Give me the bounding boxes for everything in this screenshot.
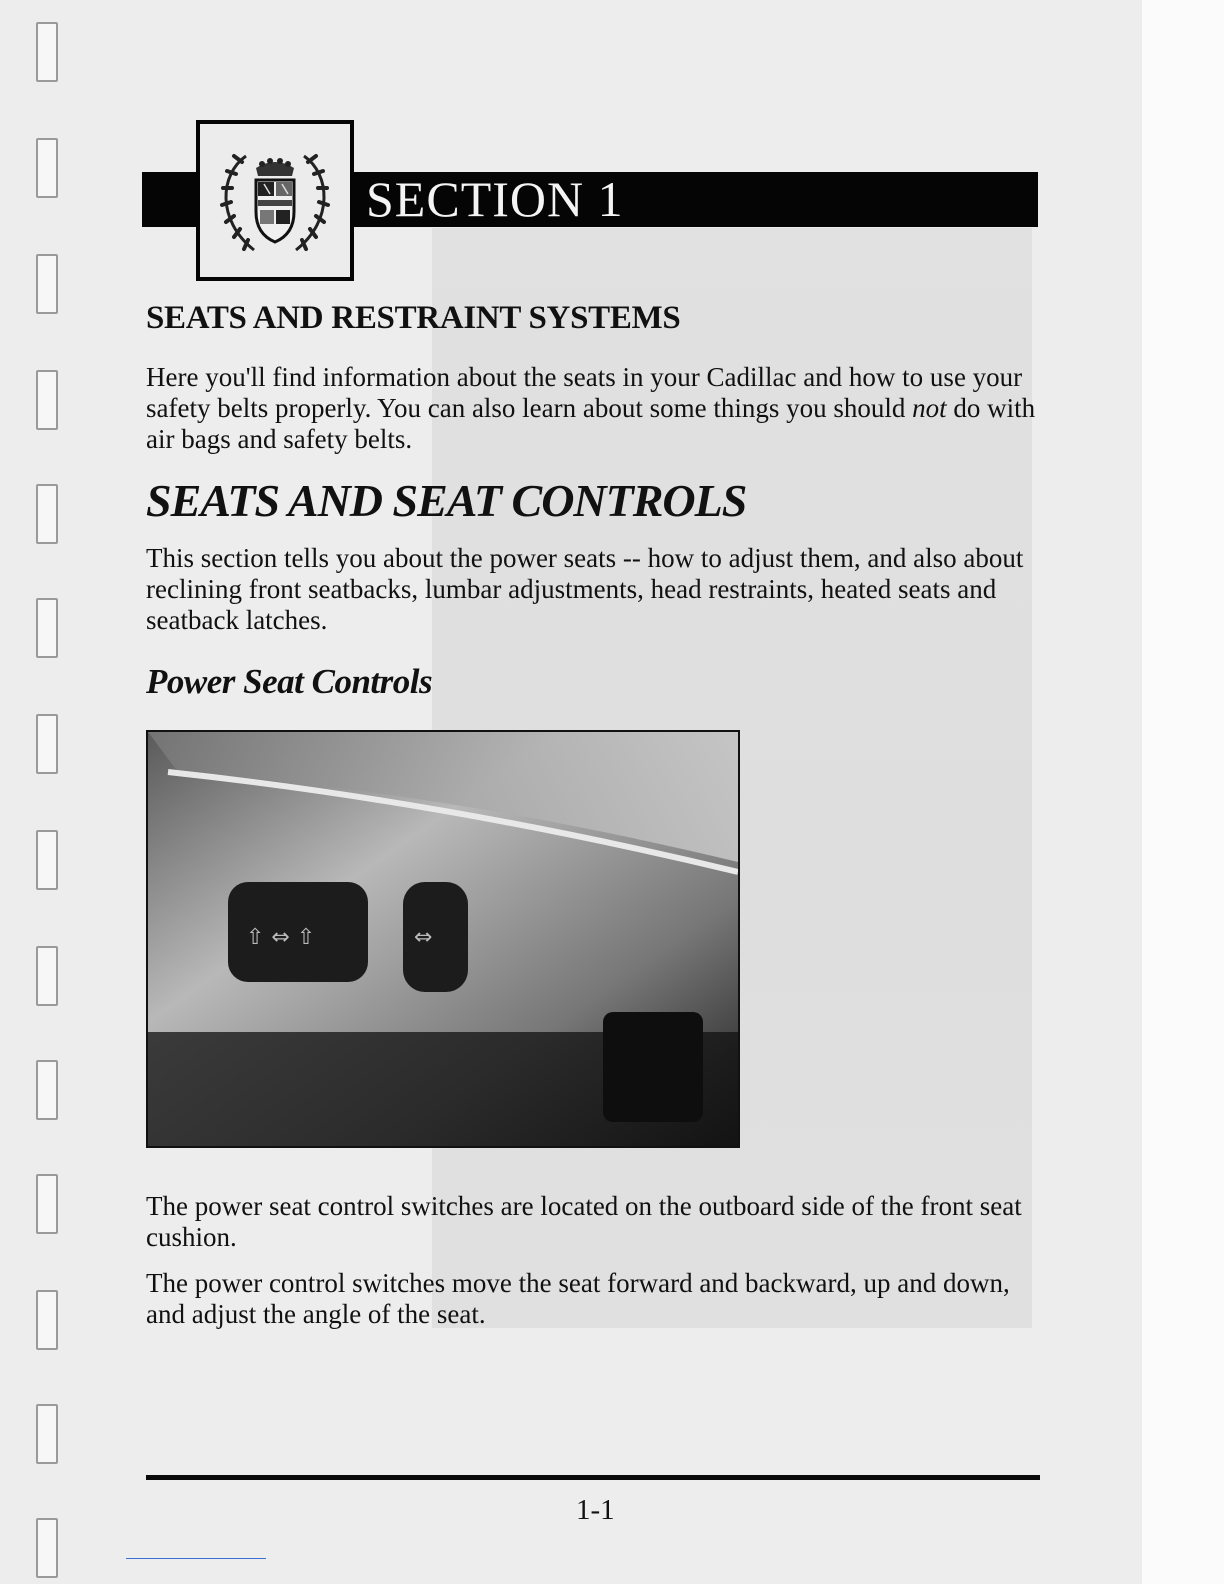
power-seat-heading: Power Seat Controls — [146, 662, 433, 701]
power-seat-paragraph: The power control switches move the seat forward and backward, up and down, and adjust the angle of the seat. — [146, 1268, 1010, 1329]
binding-hole — [36, 138, 58, 198]
power-seat-caption: The power seat control switches are located on the outboard side of the front seat cushion. — [146, 1191, 1022, 1252]
binding-hole — [36, 22, 58, 82]
intro-text-end: do with air bags and safety belts. — [146, 393, 1036, 454]
footer-rule — [146, 1475, 1040, 1480]
svg-text:⇧ ⇔ ⇧: ⇧ ⇔ ⇧ — [246, 925, 316, 950]
binding-hole — [36, 830, 58, 890]
binding-hole — [36, 254, 58, 314]
binding-hole — [36, 714, 58, 774]
binding-hole — [36, 370, 58, 430]
power-seat-switches-photo — [148, 732, 738, 1146]
binding-hole — [36, 1060, 58, 1120]
intro-heading: SEATS AND RESTRAINT SYSTEMS — [146, 300, 681, 336]
footer-underline — [126, 1558, 266, 1559]
intro-emphasis: not — [912, 393, 947, 423]
section-title: SECTION 1 — [366, 171, 624, 227]
intro-paragraph — [146, 362, 1036, 455]
seats-heading: SEATS AND SEAT CONTROLS — [146, 475, 747, 526]
binding-hole — [36, 598, 58, 658]
intro-text: Here you'll find information about the seats in your Cadillac and how to use your safety belts properly. You can also learn about some things you should — [146, 362, 1023, 423]
seats-paragraph: This section tells you about the power seats -- how to adjust them, and also about reclining front seatbacks, lumbar adjustments, head restraints, heated seats and seatback latches. — [146, 543, 1024, 635]
binding-hole — [36, 1518, 58, 1578]
binding-hole — [36, 946, 58, 1006]
binding-hole — [36, 1404, 58, 1464]
binding-hole — [36, 1174, 58, 1234]
right-margin — [1142, 0, 1224, 1584]
logo-box — [196, 120, 354, 281]
power-seat-photo — [146, 730, 740, 1148]
binding-hole — [36, 484, 58, 544]
binding-hole — [36, 1290, 58, 1350]
cadillac-crest-icon — [206, 134, 344, 268]
svg-text:⇔: ⇔ — [414, 925, 433, 950]
page-number: 1-1 — [576, 1494, 615, 1526]
